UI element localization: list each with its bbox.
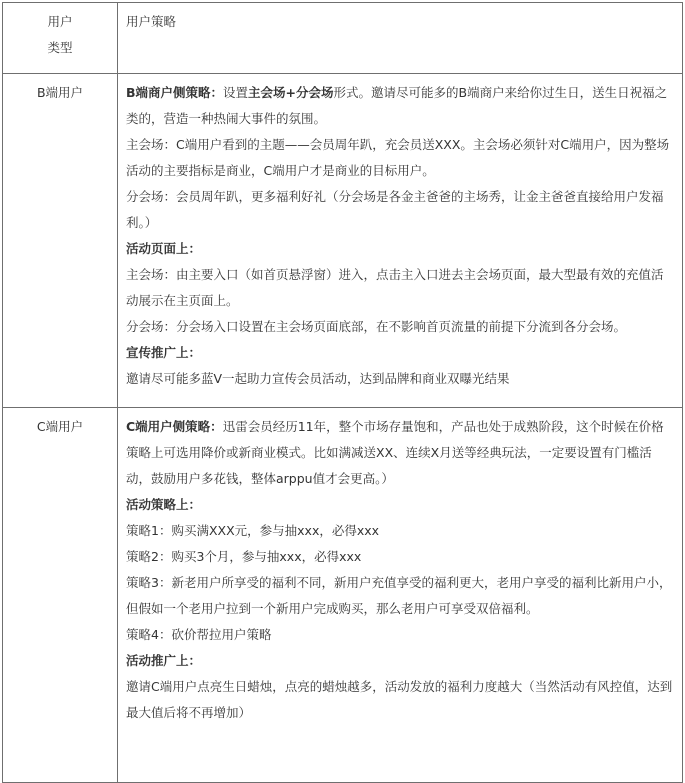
b-promotion-heading-wrap — [126, 340, 674, 366]
b-p1-bold-venue: 主会场+分会场 — [248, 85, 334, 100]
c-promotion-heading-wrap — [126, 648, 674, 674]
b-activity-page-heading-wrap — [126, 236, 674, 262]
c-promotion-text: 邀请C端用户点亮生日蜡烛，点亮的蜡烛越多，活动发放的福利力度越大（当然活动有风控值，达到最大值后将不再增加） — [126, 679, 673, 720]
header-type-cell — [3, 3, 118, 74]
b-strategy-sub-venue: 分会场：会员周年趴，更多福利好礼（分会场是各金主爸爸的主场秀，让金主爸爸直接给用户发福利。） — [126, 189, 664, 230]
c-activity-strategy-heading-wrap — [126, 492, 674, 518]
b-user-type-label: B端用户 — [36, 85, 84, 100]
c-user-type-label: C端用户 — [36, 419, 84, 434]
b-user-strategy-cell — [118, 74, 683, 408]
strategy-table — [2, 2, 683, 783]
c-promotion-heading: 活动推广上： — [126, 653, 202, 668]
b-user-row — [3, 74, 683, 408]
c-activity-strategy-heading: 活动策略上： — [126, 497, 202, 512]
b-merchant-strategy-heading: B端商户侧策略： — [126, 85, 224, 100]
b-activity-page-heading: 活动页面上： — [126, 241, 202, 256]
b-strategy-paragraph-1 — [126, 80, 674, 132]
c-strategy-4: 策略4：砍价帮拉用户策略 — [126, 627, 272, 642]
b-page-sub-venue: 分会场：分会场入口设置在主会场页面底部，在不影响首页流量的前提下分流到各分会场。 — [126, 319, 627, 334]
c-p1-text: 迅雷会员经历11年，整个市场存量饱和，产品也处于成熟阶段，这个时候在价格策略上可选用降价或新商业模式。比如满减送XX、连续X月送等经典玩法，一定要设置有门槛活动，鼓励用户多花钱，整体arppu值才会更高。） — [126, 419, 664, 486]
c-user-row — [3, 408, 683, 783]
header-strategy-cell — [118, 3, 683, 74]
b-p1-text-b: 形式。邀请尽可能多的B端商户来给你过生日，送生日祝福之类的，营造一种热闹大事件的氛围。 — [126, 85, 668, 126]
c-strategy-2: 策略2：购买3个月，参与抽xxx，必得xxx — [126, 549, 362, 564]
c-strategy-paragraph-1 — [126, 414, 674, 492]
c-strategy-1: 策略1：购买满XXX元，参与抽xxx，必得xxx — [126, 523, 380, 538]
c-strategy-3: 策略3：新老用户所享受的福利不同，新用户充值享受的福利更大，老用户享受的福利比新用户小，但假如一个老用户拉到一个新用户完成购买，那么老用户可享受双倍福利。 — [126, 575, 672, 616]
b-p1-text-a: 设置 — [223, 85, 249, 100]
b-strategy-main-venue: 主会场：C端用户看到的主题——会员周年趴，充会员送XXX。主会场必须针对C端用户，因为整场活动的主要指标是商业，C端用户才是商业的目标用户。 — [126, 137, 670, 178]
header-strategy-label: 用户策略 — [126, 14, 177, 29]
b-promotion-heading: 宣传推广上： — [126, 345, 202, 360]
c-user-strategy-cell — [118, 408, 683, 783]
b-promotion-text: 邀请尽可能多蓝V一起助力宣传会员活动，达到品牌和商业双曝光结果 — [126, 371, 510, 386]
c-user-strategy-heading: C端用户侧策略： — [126, 419, 223, 434]
b-user-type-cell — [3, 74, 118, 408]
c-user-type-cell — [3, 408, 118, 783]
header-row — [3, 3, 683, 74]
header-type-line1: 用户 — [47, 14, 73, 29]
header-type-line2: 类型 — [47, 40, 73, 55]
b-page-main-venue: 主会场：由主要入口（如首页悬浮窗）进入，点击主入口进去主会场页面，最大型最有效的充值活动展示在主页面上。 — [126, 267, 664, 308]
